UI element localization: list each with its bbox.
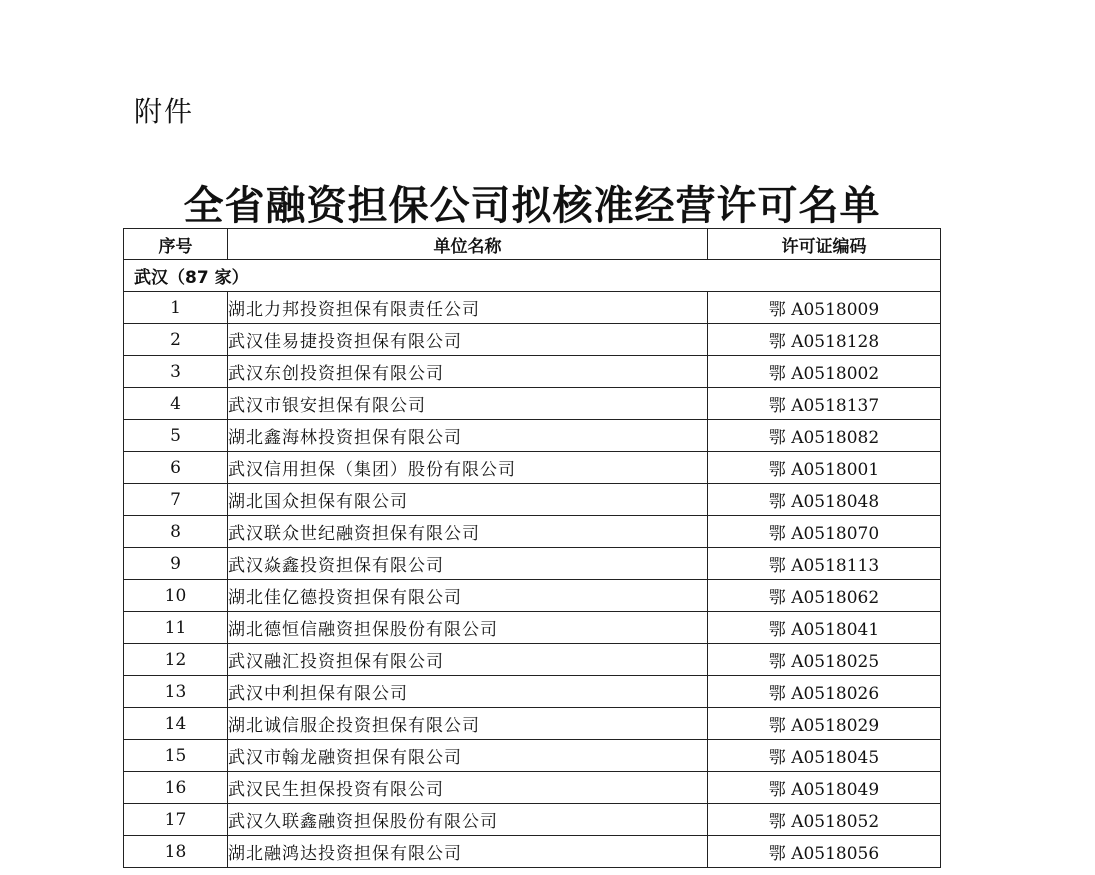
license-code: 鄂 A0518041 (708, 612, 941, 644)
license-code: 鄂 A0518009 (708, 292, 941, 324)
license-code: 鄂 A0518113 (708, 548, 941, 580)
table-row (124, 580, 941, 612)
license-code: 鄂 A0518137 (708, 388, 941, 420)
license-code: 鄂 A0518070 (708, 516, 941, 548)
company-name: 武汉联众世纪融资担保有限公司 (228, 516, 708, 548)
company-name: 武汉信用担保（集团）股份有限公司 (228, 452, 708, 484)
table-body (124, 292, 941, 868)
row-number: 14 (124, 708, 228, 740)
header-no: 序号 (124, 229, 228, 260)
row-number: 3 (124, 356, 228, 388)
row-number: 9 (124, 548, 228, 580)
row-number: 12 (124, 644, 228, 676)
license-table (123, 228, 941, 868)
table-row (124, 324, 941, 356)
table-row (124, 740, 941, 772)
row-number: 8 (124, 516, 228, 548)
company-name: 武汉焱鑫投资担保有限公司 (228, 548, 708, 580)
table-row (124, 612, 941, 644)
header-license: 许可证编码 (708, 229, 941, 260)
company-name: 武汉融汇投资担保有限公司 (228, 644, 708, 676)
row-number: 17 (124, 804, 228, 836)
license-code: 鄂 A0518062 (708, 580, 941, 612)
license-code: 鄂 A0518049 (708, 772, 941, 804)
company-name: 武汉市银安担保有限公司 (228, 388, 708, 420)
license-code: 鄂 A0518128 (708, 324, 941, 356)
license-code: 鄂 A0518025 (708, 644, 941, 676)
license-code: 鄂 A0518045 (708, 740, 941, 772)
company-name: 武汉佳易捷投资担保有限公司 (228, 324, 708, 356)
license-code: 鄂 A0518056 (708, 836, 941, 868)
table-row (124, 292, 941, 324)
table-row (124, 548, 941, 580)
company-name: 武汉市翰龙融资担保有限公司 (228, 740, 708, 772)
row-number: 4 (124, 388, 228, 420)
attachment-label: 附件 (134, 95, 195, 128)
table-row (124, 420, 941, 452)
table-row (124, 388, 941, 420)
company-name: 湖北国众担保有限公司 (228, 484, 708, 516)
document-title: 全省融资担保公司拟核准经营许可名单 (183, 182, 881, 229)
row-number: 7 (124, 484, 228, 516)
table-row (124, 356, 941, 388)
header-name: 单位名称 (228, 229, 708, 260)
company-name: 武汉中利担保有限公司 (228, 676, 708, 708)
region-label: 武汉（87 家） (124, 260, 941, 292)
table-row (124, 836, 941, 868)
table-row (124, 452, 941, 484)
license-code: 鄂 A0518048 (708, 484, 941, 516)
company-name: 湖北鑫海林投资担保有限公司 (228, 420, 708, 452)
row-number: 13 (124, 676, 228, 708)
license-code: 鄂 A0518052 (708, 804, 941, 836)
company-name: 湖北德恒信融资担保股份有限公司 (228, 612, 708, 644)
row-number: 10 (124, 580, 228, 612)
license-code: 鄂 A0518026 (708, 676, 941, 708)
row-number: 2 (124, 324, 228, 356)
row-number: 6 (124, 452, 228, 484)
table-row (124, 772, 941, 804)
company-name: 武汉久联鑫融资担保股份有限公司 (228, 804, 708, 836)
license-code: 鄂 A0518029 (708, 708, 941, 740)
table-row (124, 644, 941, 676)
region-row (124, 260, 941, 292)
row-number: 1 (124, 292, 228, 324)
license-code: 鄂 A0518082 (708, 420, 941, 452)
license-code: 鄂 A0518001 (708, 452, 941, 484)
table-row (124, 516, 941, 548)
table-row (124, 676, 941, 708)
company-name: 湖北力邦投资担保有限责任公司 (228, 292, 708, 324)
license-code: 鄂 A0518002 (708, 356, 941, 388)
row-number: 5 (124, 420, 228, 452)
company-name: 湖北融鸿达投资担保有限公司 (228, 836, 708, 868)
company-name: 湖北佳亿德投资担保有限公司 (228, 580, 708, 612)
table-row (124, 708, 941, 740)
row-number: 15 (124, 740, 228, 772)
row-number: 16 (124, 772, 228, 804)
company-name: 武汉民生担保投资有限公司 (228, 772, 708, 804)
table-row (124, 484, 941, 516)
table-header-row (124, 229, 941, 260)
company-name: 武汉东创投资担保有限公司 (228, 356, 708, 388)
row-number: 18 (124, 836, 228, 868)
company-name: 湖北诚信服企投资担保有限公司 (228, 708, 708, 740)
row-number: 11 (124, 612, 228, 644)
table-row (124, 804, 941, 836)
